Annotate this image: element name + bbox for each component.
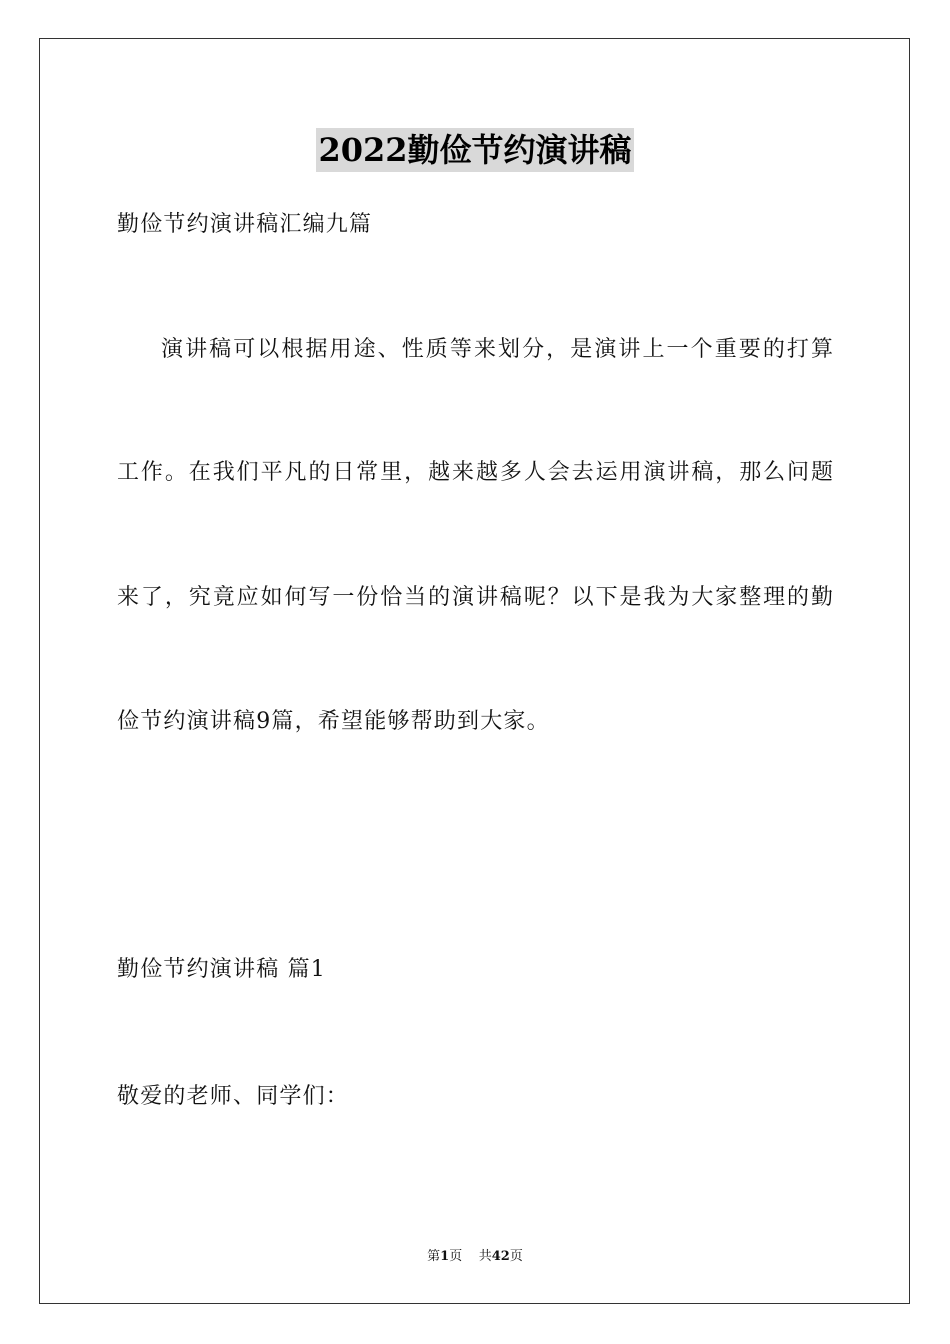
title-container <box>0 128 950 172</box>
salutation: 敬爱的老师、同学们： <box>117 1084 350 1109</box>
section-heading: 勤俭节约演讲稿 篇1 <box>117 957 326 982</box>
footer-total-unit: 页 <box>509 1249 523 1264</box>
footer-total-pages: 42 <box>491 1249 510 1264</box>
intro-line-2: 工作。在我们平凡的日常里，越来越多人会去运用演讲稿，那么问题 <box>117 460 833 485</box>
intro-line-1: 演讲稿可以根据用途、性质等来划分，是演讲上一个重要的打算 <box>161 337 833 362</box>
footer-page-prefix: 第 <box>427 1249 441 1264</box>
intro-line-4: 俭节约演讲稿9篇，希望能够帮助到大家。 <box>117 709 550 734</box>
page-footer <box>0 1248 950 1266</box>
footer-total-prefix: 共 <box>478 1249 492 1264</box>
document-subtitle: 勤俭节约演讲稿汇编九篇 <box>117 212 373 237</box>
document-title: 2022勤俭节约演讲稿 <box>316 128 633 172</box>
intro-line-3: 来了，究竟应如何写一份恰当的演讲稿呢？以下是我为大家整理的勤 <box>117 585 833 610</box>
footer-page-number: 1 <box>440 1249 450 1264</box>
footer-page-unit: 页 <box>449 1249 463 1264</box>
